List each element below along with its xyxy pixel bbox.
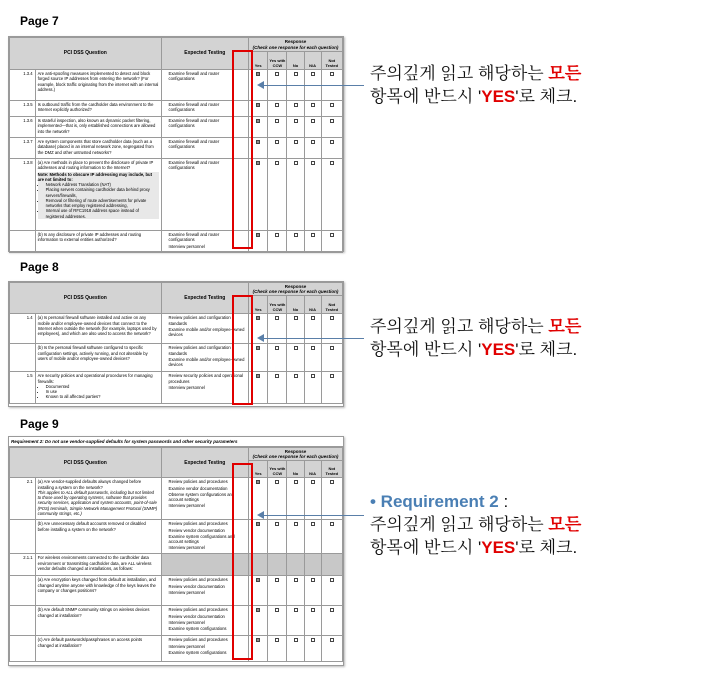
no-checkbox[interactable] (294, 346, 298, 350)
question-text: (a) Are vendor-supplied defaults always changed before installing a system on the network? This applies to ALL default passwords, including but not limited to those used by operating systems, software that provides security services, application and system accounts, point-of-sale (POS) terminals, Simple Network Management Protocol (SNMP) community strings, etc.) (35, 478, 161, 520)
testing-header: Expected Testing (161, 38, 249, 70)
yes-ccw-checkbox[interactable] (275, 161, 279, 165)
not-tested-checkbox[interactable] (330, 233, 334, 237)
yes-checkbox[interactable] (256, 316, 260, 320)
req-number (10, 520, 36, 554)
question-text: (c) Are default passwords/passphrases on access points changed at installation? (35, 636, 161, 662)
na-header: N/A (304, 296, 321, 314)
req-number: 1.5 (10, 372, 36, 404)
page-8-label: Page 8 (20, 260, 59, 274)
req-number: 1.3.6 (10, 117, 36, 138)
question-bullets: • Documented • In use • Known to all affected parties? (38, 384, 159, 400)
shaded-cell (304, 554, 321, 576)
yes-column-highlight (232, 463, 253, 660)
yes-checkbox[interactable] (256, 119, 260, 123)
req-number: 2.1 (10, 478, 36, 520)
not-tested-checkbox[interactable] (330, 608, 334, 612)
req-number: 2.1.1 (10, 554, 36, 576)
yes-ccw-checkbox[interactable] (275, 608, 279, 612)
yes-ccw-checkbox[interactable] (275, 140, 279, 144)
req-number: 1.3.8 (10, 159, 36, 231)
not-tested-checkbox[interactable] (330, 161, 334, 165)
req-number: 1.3.4 (10, 70, 36, 101)
not-tested-checkbox[interactable] (330, 374, 334, 378)
instruction-note-page7: 주의깊게 읽고 해당하는 모든 항목에 반드시 'YES'로 체크. (370, 64, 582, 106)
na-checkbox[interactable] (311, 103, 315, 107)
instruction-note-page8: 주의깊게 읽고 해당하는 모든 항목에 반드시 'YES'로 체크. (370, 317, 582, 359)
not-tested-header: Not Tested (321, 296, 342, 314)
shaded-cell (321, 554, 342, 576)
expected-testing: • Examine firewall and router configurations (161, 117, 249, 138)
response-header: Response (Check one response for each question) (249, 38, 343, 52)
na-checkbox[interactable] (311, 346, 315, 350)
no-checkbox[interactable] (294, 161, 298, 165)
yes-checkbox[interactable] (256, 346, 260, 350)
not-tested-checkbox[interactable] (330, 480, 334, 484)
requirement-title: Requirement 2: Do not use vendor-supplied defaults for system passwords and other security parameters (9, 437, 343, 447)
not-tested-checkbox[interactable] (330, 72, 334, 76)
yes-column-highlight (232, 295, 253, 405)
yes-ccw-checkbox[interactable] (275, 578, 279, 582)
yes-ccw-checkbox[interactable] (275, 72, 279, 76)
no-header: No (287, 461, 304, 478)
na-checkbox[interactable] (311, 578, 315, 582)
expected-testing: • Review policies and procedures • Review vendor documentation • Interview personnel (161, 576, 249, 606)
na-header: N/A (304, 52, 321, 70)
no-checkbox[interactable] (294, 638, 298, 642)
yes-ccw-checkbox[interactable] (275, 480, 279, 484)
yes-ccw-checkbox[interactable] (275, 346, 279, 350)
question-text: (a) Are encryption keys changed from default at installation, and changed anytime anyone with knowledge of the keys leaves the company or changes positions? (35, 576, 161, 606)
na-checkbox[interactable] (311, 119, 315, 123)
yes-checkbox[interactable] (256, 608, 260, 612)
yes-ccw-checkbox[interactable] (275, 638, 279, 642)
question-text: (b) Is any disclosure of private IP addresses and routing information to external entities authorized? (35, 231, 161, 253)
yes-checkbox[interactable] (256, 374, 260, 378)
no-checkbox[interactable] (294, 608, 298, 612)
page-7-label: Page 7 (20, 14, 59, 28)
expected-testing: • Review policies and procedures • Review vendor documentation • Examine system configurations and account settings • Interview personnel (161, 520, 249, 554)
question-extra: This applies to ALL default passwords, including but not limited to those used by operating systems, software that provides security services, application and system accounts, point-of-sale (POS) terminals, Simple Network Management Protocol (SNMP) community strings, etc.) (37, 489, 158, 516)
question-text: (a) Is personal firewall software installed and active on any mobile and/or employee-owned devices that connect to the Internet when outside the network (for example, laptops used by employees), and which are also used to access the network? (35, 314, 161, 344)
page-9-document (8, 436, 344, 666)
question-header: PCI DSS Question (10, 448, 162, 478)
testing-header: Expected Testing (161, 283, 249, 314)
question-bullets: • Network Address Translation (NAT) • Placing servers containing cardholder data behind proxy servers/firewalls, • Removal or filtering of route advertisements for private networks that employ registered addressing, • Internal use of RFC1918 address space instead of registered addresses. (38, 182, 159, 219)
expected-testing: • Review policies and configuration standards • Examine mobile and/or employee-owned devices (161, 344, 249, 372)
expected-testing: • Review policies and procedures • Examine vendor documentation • Observe system configurations and account settings • Interview personnel (161, 478, 249, 520)
question-text: Are security policies and operational procedures for managing firewalls: • Documented • In use • Known to all affected parties? (35, 372, 161, 404)
req-number (10, 576, 36, 606)
yes-ccw-checkbox[interactable] (275, 374, 279, 378)
no-checkbox[interactable] (294, 480, 298, 484)
question-text: (b) Are default SNMP community strings on wireless devices changed at installation? (35, 606, 161, 636)
req-number (10, 606, 36, 636)
yes-checkbox[interactable] (256, 638, 260, 642)
no-checkbox[interactable] (294, 119, 298, 123)
question-text: (b) Are unnecessary default accounts removed or disabled before installing a system on the network? (35, 520, 161, 554)
no-checkbox[interactable] (294, 316, 298, 320)
req-number (10, 231, 36, 253)
req-number: 1.3.5 (10, 101, 36, 117)
yes-checkbox[interactable] (256, 233, 260, 237)
not-tested-header: Not Tested (321, 461, 342, 478)
req-number: 1.3.7 (10, 138, 36, 159)
yes-header: Yes (249, 296, 268, 314)
expected-testing: • Examine firewall and router configurations (161, 138, 249, 159)
na-checkbox[interactable] (311, 233, 315, 237)
na-checkbox[interactable] (311, 72, 315, 76)
na-checkbox[interactable] (311, 374, 315, 378)
no-checkbox[interactable] (294, 522, 298, 526)
question-text: For wireless environments connected to the cardholder data environment or transmitting cardholder data, are ALL wireless vendor defaults changed at installations, as follows: (35, 554, 161, 576)
expected-testing: • Review policies and procedures • Interview personnel • Examine system configurations (161, 636, 249, 662)
page-8-document (8, 281, 344, 407)
yes-ccw-checkbox[interactable] (275, 522, 279, 526)
question-text: Are anti-spoofing measures implemented to detect and block forged source IP addresses from entering the network? (For example, block traffic originating from the internet with an internal address.) (35, 70, 161, 101)
question-text (35, 159, 161, 231)
response-header: Response (Check one response for each question) (249, 448, 343, 461)
question-text: Is stateful inspection, also known as dynamic packet filtering, implemented—that is, only established connections are allowed into the network? (35, 117, 161, 138)
instruction-note-page9: 주의깊게 읽고 해당하는 모든 항목에 반드시 'YES'로 체크. (370, 515, 582, 557)
na-checkbox[interactable] (311, 522, 315, 526)
shaded-cell (287, 554, 304, 576)
page-9-label: Page 9 (20, 417, 59, 431)
requirement-2-label: • Requirement 2 : (370, 492, 509, 511)
yes-checkbox[interactable] (256, 140, 260, 144)
no-header: No (287, 52, 304, 70)
yes-ccw-checkbox[interactable] (275, 119, 279, 123)
yes-checkbox[interactable] (256, 578, 260, 582)
not-tested-checkbox[interactable] (330, 522, 334, 526)
yes-ccw-checkbox[interactable] (275, 233, 279, 237)
no-header: No (287, 296, 304, 314)
question-text: (b) Is the personal firewall software configured to specific configuration settings, actively running, and not alterable by users of mobile and/or employee-owned devices? (35, 344, 161, 372)
yes-ccw-checkbox[interactable] (275, 103, 279, 107)
not-tested-checkbox[interactable] (330, 578, 334, 582)
yes-ccw-checkbox[interactable] (275, 316, 279, 320)
yes-ccw-header: Yes with CCW (268, 52, 287, 70)
yes-checkbox[interactable] (256, 480, 260, 484)
response-header: Response (Check one response for each question) (249, 283, 343, 296)
na-checkbox[interactable] (311, 638, 315, 642)
na-checkbox[interactable] (311, 316, 315, 320)
question-text: Is outbound traffic from the cardholder data environment to the Internet explicitly authorized? (35, 101, 161, 117)
not-tested-checkbox[interactable] (330, 638, 334, 642)
arrow-line-page9 (262, 515, 364, 516)
not-tested-checkbox[interactable] (330, 316, 334, 320)
testing-header: Expected Testing (161, 448, 249, 478)
arrow-line-page8 (262, 338, 364, 339)
not-tested-checkbox[interactable] (330, 140, 334, 144)
yes-checkbox[interactable] (256, 72, 260, 76)
question-text: Are system components that store cardholder data (such as a database) placed in an internal network zone, segregated from the DMZ and other untrusted networks? (35, 138, 161, 159)
question-header: PCI DSS Question (10, 283, 162, 314)
no-checkbox[interactable] (294, 374, 298, 378)
expected-testing: • Examine firewall and router configurations (161, 159, 249, 231)
na-checkbox[interactable] (311, 480, 315, 484)
page-7-table (9, 37, 343, 253)
expected-testing: • Review policies and procedures • Review vendor documentation • Interview personnel • Examine system configurations (161, 606, 249, 636)
yes-checkbox[interactable] (256, 161, 260, 165)
na-checkbox[interactable] (311, 608, 315, 612)
page-7-document (8, 36, 344, 252)
yes-ccw-header: Yes with CCW (268, 296, 287, 314)
na-checkbox[interactable] (311, 161, 315, 165)
yes-header: Yes (249, 52, 268, 70)
yes-checkbox[interactable] (256, 522, 260, 526)
not-tested-header: Not Tested (321, 52, 342, 70)
no-checkbox[interactable] (294, 578, 298, 582)
no-checkbox[interactable] (294, 140, 298, 144)
shaded-cell (268, 554, 287, 576)
no-checkbox[interactable] (294, 233, 298, 237)
expected-testing: • Examine firewall and router configurations • Interview personnel (161, 231, 249, 253)
yes-column-highlight (232, 50, 253, 249)
expected-testing: • Examine firewall and router configurations (161, 101, 249, 117)
no-checkbox[interactable] (294, 103, 298, 107)
na-checkbox[interactable] (311, 140, 315, 144)
page-8-table (9, 282, 343, 404)
req-number: 1.4 (10, 314, 36, 344)
page-9-table (9, 447, 343, 662)
not-tested-checkbox[interactable] (330, 119, 334, 123)
not-tested-checkbox[interactable] (330, 346, 334, 350)
arrow-line-page7 (262, 85, 364, 86)
no-checkbox[interactable] (294, 72, 298, 76)
yes-ccw-header: Yes with CCW (268, 461, 287, 478)
na-header: N/A (304, 461, 321, 478)
question-header: PCI DSS Question (10, 38, 162, 70)
expected-testing: • Review security policies and operational procedures • Interview personnel (161, 372, 249, 404)
yes-checkbox[interactable] (256, 103, 260, 107)
req-number (10, 344, 36, 372)
not-tested-checkbox[interactable] (330, 103, 334, 107)
expected-testing: • Examine firewall and router configurations (161, 70, 249, 101)
yes-header: Yes (249, 461, 268, 478)
question-note: Note: Methods to obscure IP addressing may include, but are not limited to: (37, 171, 153, 182)
question-main: (a) Are methods in place to prevent the disclosure of private IP addresses and routing information to the Internet? (37, 160, 154, 171)
req-number (10, 636, 36, 662)
expected-testing: • Review policies and configuration standards • Examine mobile and/or employee-owned devices (161, 314, 249, 344)
